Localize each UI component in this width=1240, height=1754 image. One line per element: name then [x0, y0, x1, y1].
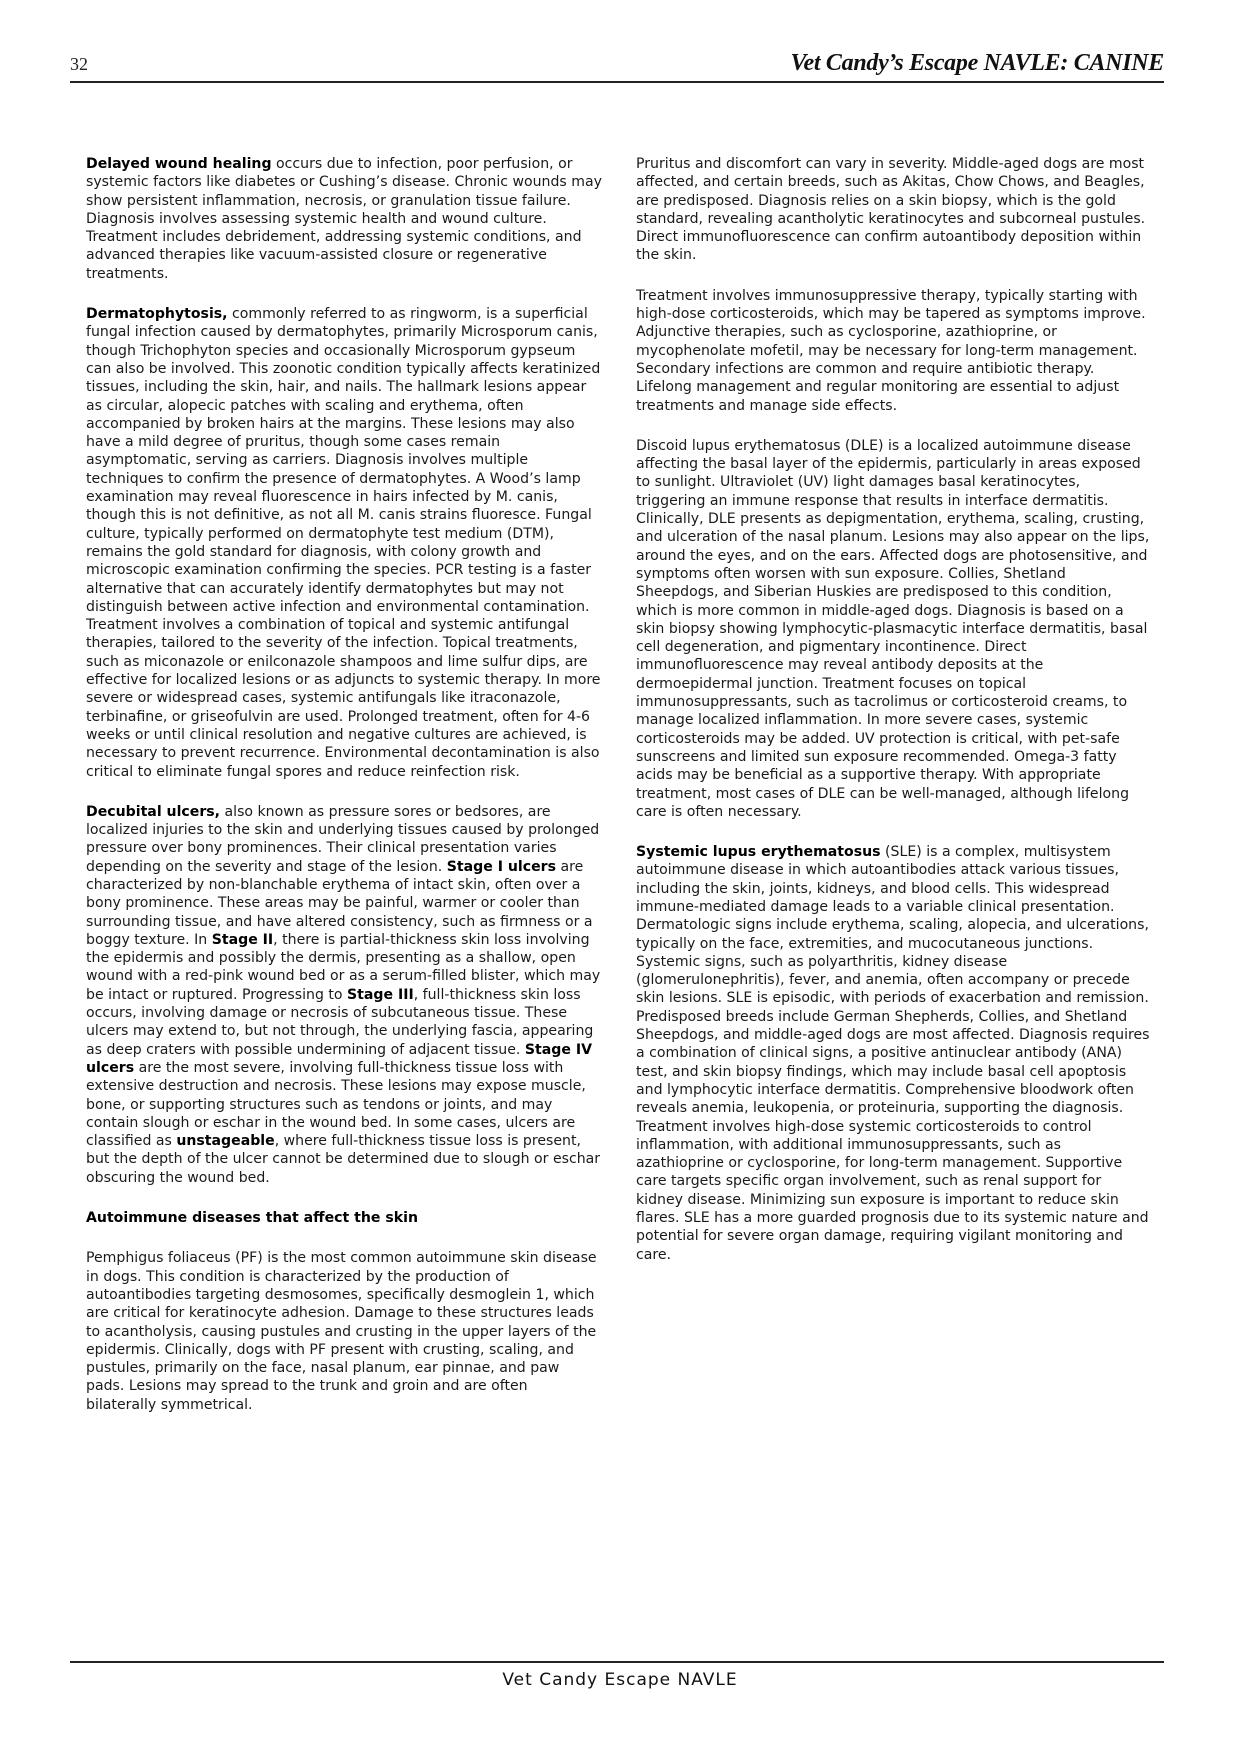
paragraph-dermatophytosis [86, 305, 602, 781]
term-stage-3: Stage III [347, 986, 414, 1003]
paragraph-text: , there is partial-thickness skin loss involving the epidermis and possibly the dermis, presenting as a shallow, open wound with a red-pink wound bed or as a serum-filled blister, which may be intact or ruptured. Progressing to [86, 931, 601, 1003]
paragraph-text: occurs due to infection, poor perfusion, or systemic factors like diabetes or Cushing’s disease. Chronic wounds may show persistent inflammation, necrosis, or granulation tissue failure. Diagnosis involves assessing systemic health and wound culture. Treatment includes debridement, addressing systemic conditions, and advanced therapies like vacuum-assisted closure or regenerative treatments. [86, 156, 602, 282]
paragraph-delayed-wound-healing [86, 155, 602, 283]
section-heading-autoimmune: Autoimmune diseases that affect the skin [86, 1210, 418, 1227]
page-number: 32 [70, 54, 88, 74]
term-stage-1: Stage I ulcers [446, 858, 556, 875]
term-systemic-lupus: Systemic lupus erythematosus [636, 844, 881, 861]
paragraph-pf-continued: Pruritus and discomfort can vary in severity. Middle-aged dogs are most affected, and certain breeds, such as Akitas, Chow Chows, and Beagles, are predisposed. Diagnosis relies on a skin biopsy, which is the gold standard, revealing acantholytic keratinocytes and subcorneal pustules. Direct immunofluorescence can confirm autoantibody deposition within the skin. [636, 156, 1146, 264]
header-divider [70, 81, 1164, 83]
paragraph-text: , full-thickness skin loss occurs, involving damage or necrosis of subcutaneous tissue. These ulcers may extend to, but not through, the underlying fascia, appearing as deep craters with possible undermining of adjacent tissue. [86, 986, 594, 1058]
right-column [636, 155, 1152, 1286]
paragraph-text: are characterized by non-blanchable erythema of intact skin, often over a bony prominence. These areas may be painful, warmer or cooler than surrounding tissue, and have altered consistency, such as firmness or a boggy texture. In [86, 858, 593, 948]
term-delayed-wound-healing: Delayed wound healing [86, 156, 272, 172]
paragraph-text: also known as pressure sores or bedsores, are localized injuries to the skin and underlying tissues caused by prolonged pressure over bony prominences. Their clinical presentation varies depending on the severity and stage of the lesion. [86, 803, 600, 875]
paragraph-text: are the most severe, involving full-thickness tissue loss with extensive destruction and necrosis. These lesions may expose muscle, bone, or supporting structures such as tendons or joints, and may contain slough or eschar in the wound bed. In some cases, ulcers are classified as [86, 1059, 586, 1150]
term-dermatophytosis: Dermatophytosis, [86, 306, 228, 323]
term-stage-4: Stage IV ulcers [86, 1041, 592, 1076]
paragraph-pemphigus-foliaceus: Pemphigus foliaceus (PF) is the most common autoimmune skin disease in dogs. This condition is characterized by the production of autoantibodies targeting desmosomes, specifically desmoglein 1, which are critical for keratinocyte adhesion. Damage to these structures leads to acantholysis, causing pustules and crusting in the upper layers of the epidermis. Clinically, dogs with PF present with crusting, scaling, and pustules, primarily on the face, nasal planum, ear pinnae, and paw pads. Lesions may spread to the trunk and groin and are often bilaterally symmetrical. [86, 1250, 597, 1413]
running-title: Vet Candy’s Escape NAVLE: CANINE [790, 50, 1164, 76]
term-unstageable: unstageable [176, 1133, 275, 1150]
paragraph-pf-treatment: Treatment involves immunosuppressive therapy, typically starting with high-dose corticosteroids, which may be tapered as symptoms improve. Adjunctive therapies, such as cyclosporine, azathioprine, or mycophenolate mofetil, may be necessary for long-term management. Secondary infections are common and require antibiotic therapy. Lifelong management and regular monitoring are essential to adjust treatments and manage side effects. [636, 287, 1146, 414]
left-column [86, 155, 602, 1436]
paragraph-text: (SLE) is a complex, multisystem autoimmune disease in which autoantibodies attack various tissues, including the skin, joints, kidneys, and blood cells. This widespread immune-mediated damage leads to a variable clinical presentation. Dermatologic signs include erythema, scaling, alopecia, and ulcerations, typically on the face, extremities, and mucocutaneous junctions. Systemic signs, such as polyarthritis, kidney disease (glomerulonephritis), fever, and anemia, often accompany or precede skin lesions. SLE is episodic, with periods of exacerbation and remission. Predisposed breeds include German Shepherds, Collies, and Shetland Sheepdogs, and middle-aged dogs are most affected. Diagnosis requires a combination of clinical signs, a positive antinuclear antibody (ANA) test, and skin biopsy findings, which may include basal cell apoptosis and lymphocytic interface dermatitis. Comprehensive bloodwork often reveals anemia, leukopenia, or proteinuria, supporting the diagnosis. Treatment involves high-dose systemic corticosteroids to control inflammation, with additional immunosuppressants, such as azathioprine or cyclosporine, for long-term management. Supportive care targets specific organ involvement, such as renal support for kidney disease. Minimizing sun exposure is important to reduce skin flares. SLE has a more guarded prognosis due to its systemic nature and potential for severe organ damage, requiring vigilant monitoring and care. [636, 844, 1150, 1263]
term-decubital-ulcers: Decubital ulcers, [86, 803, 221, 820]
paragraph-decubital-ulcers [86, 803, 602, 1187]
paragraph-text: commonly referred to as ringworm, is a superficial fungal infection caused by dermatophytes, primarily Microsporum canis, though Trichophyton species and occasionally Microsporum gypseum can also be involved. This zoonotic condition typically affects keratinized tissues, including the skin, hair, and nails. The hallmark lesions appear as circular, alopecic patches with scaling and erythema, often accompanied by broken hairs at the margins. These lesions may also have a mild degree of pruritus, though some cases remain asymptomatic, serving as carriers. Diagnosis involves multiple techniques to confirm the presence of dermatophytes. A Wood’s lamp examination may reveal fluorescence in hairs infected by M. canis, though this is not definitive, as not all M. canis strains fluoresce. Fungal culture, typically performed on dermatophyte test medium (DTM), remains the gold standard for diagnosis, with colony growth and microscopic examination confirming the species. PCR testing is a faster alternative that can accurately identify dermatophytes but may not distinguish between active infection and environmental contamination. Treatment involves a combination of topical and systemic antifungal therapies, tailored to the severity of the infection. Topical treatments, such as miconazole or enilconazole shampoos and lime sulfur dips, are effective for localized lesions or as adjuncts to systemic therapy. In more severe or widespread cases, systemic antifungals like itraconazole, terbinafine, or griseofulvin are used. Prolonged treatment, often for 4-6 weeks or until clinical resolution and negative cultures are achieved, is necessary to prevent recurrence. Environmental decontamination is also critical to eliminate fungal spores and reduce reinfection risk. [86, 306, 601, 780]
paragraph-discoid-lupus: Discoid lupus erythematosus (DLE) is a localized autoimmune disease affecting the basal layer of the epidermis, particularly in areas exposed to sunlight. Ultraviolet (UV) light damages basal keratinocytes, triggering an immune response that results in interface dermatitis. Clinically, DLE presents as depigmentation, erythema, scaling, crusting, and ulceration of the nasal planum. Lesions may also appear on the lips, around the eyes, and on the ears. Affected dogs are photosensitive, and symptoms often worsen with sun exposure. Collies, Shetland Sheepdogs, and Siberian Huskies are predisposed to this condition, which is more common in middle-aged dogs. Diagnosis is based on a skin biopsy showing lymphocytic-plasmacytic interface dermatitis, basal cell degeneration, and pigmentary incontinence. Direct immunofluorescence may reveal antibody deposits at the dermoepidermal junction. Treatment focuses on topical immunosuppressants, such as tacrolimus or corticosteroid creams, to manage localized inflammation. In more severe cases, systemic corticosteroids may be added. UV protection is critical, with pet-safe sunscreens and limited sun exposure recommended. Omega-3 fatty acids may be beneficial as a supportive therapy. With appropriate treatment, most cases of DLE can be well-managed, although lifelong care is often necessary. [636, 437, 1150, 820]
term-stage-2: Stage II [211, 931, 274, 948]
paragraph-text: , where full-thickness tissue loss is present, but the depth of the ulcer cannot be determined due to slough or eschar obscuring the wound bed. [86, 1133, 601, 1186]
paragraph-systemic-lupus [636, 843, 1152, 1264]
footer-divider [70, 1661, 1164, 1663]
footer-text: Vet Candy Escape NAVLE [502, 1670, 738, 1690]
